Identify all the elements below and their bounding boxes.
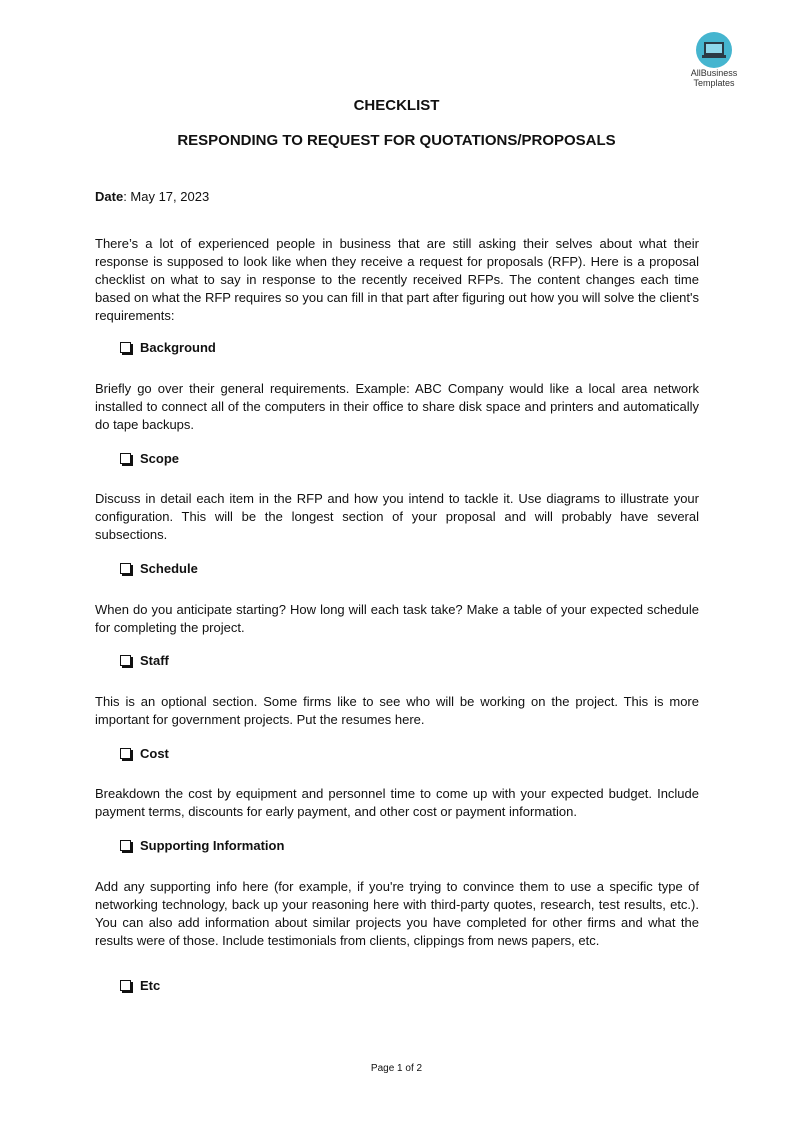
checklist-item-supporting-information[interactable]	[120, 838, 284, 853]
logo-text: AllBusiness Templates	[690, 68, 738, 88]
checkbox-icon[interactable]	[120, 748, 131, 759]
checkbox-icon[interactable]	[120, 655, 131, 666]
brand-logo	[683, 32, 745, 88]
section-body-scope: Discuss in detail each item in the RFP and how you intend to tackle it. Use diagrams to illustrate your configuration. This will be the longest section of your proposal and will probably have several subsections.	[95, 491, 699, 542]
checklist-item-schedule[interactable]	[120, 561, 198, 576]
checklist-item-etc[interactable]	[120, 978, 160, 993]
checkbox-icon[interactable]	[120, 563, 131, 574]
date-line	[95, 189, 209, 204]
checkbox-icon[interactable]	[120, 980, 131, 991]
checkbox-icon[interactable]	[120, 840, 131, 851]
document-title: CHECKLIST	[353, 97, 440, 114]
section-body-background: Briefly go over their general requirements. Example: ABC Company would like a local area network installed to connect all of the computers in their office to share disk space and printers and automatically do tape backups.	[95, 381, 699, 432]
checklist-heading: Etc	[140, 978, 161, 993]
checklist-heading: Scope	[140, 451, 180, 466]
intro-paragraph: There’s a lot of experienced people in business that are still asking their selves about what their response is supposed to look like when they receive a request for proposals (RFP). Here is a proposal checklist on what to say in response to the recently received RFPs. The content changes each time based on what the RFP requires so you can fill in that part after figuring out how you will solve the client's requirements:	[95, 236, 699, 323]
checklist-item-staff[interactable]	[120, 653, 169, 668]
section-body-cost: Breakdown the cost by equipment and personnel time to come up with your expected budget. Include payment terms, discounts for early payment, and other cost or payment information.	[95, 786, 699, 819]
checklist-heading: Schedule	[140, 561, 198, 576]
section-body-staff: This is an optional section. Some firms like to see who will be working on the project. This is more important for government projects. Put the resumes here.	[95, 694, 699, 727]
date-label: Date	[95, 189, 124, 204]
checklist-item-scope[interactable]	[120, 451, 179, 466]
section-body-schedule: When do you anticipate starting? How long will each task take? Make a table of your expected schedule for completing the project.	[95, 602, 699, 635]
date-value: : May 17, 2023	[123, 189, 210, 204]
checklist-item-cost[interactable]	[120, 746, 169, 761]
checkbox-icon[interactable]	[120, 453, 131, 464]
checklist-heading: Cost	[140, 746, 169, 761]
checklist-heading: Supporting Information	[140, 838, 285, 853]
checklist-item-background[interactable]	[120, 340, 216, 355]
document-subtitle: RESPONDING TO REQUEST FOR QUOTATIONS/PROPOSALS	[177, 132, 616, 149]
checkbox-icon[interactable]	[120, 342, 131, 353]
laptop-icon	[696, 32, 732, 68]
checklist-heading: Staff	[140, 653, 169, 668]
checklist-heading: Background	[140, 340, 216, 355]
page-number: Page 1 of 2	[370, 1063, 423, 1074]
section-body-supporting-information: Add any supporting info here (for example, if you're trying to convince them to use a specific type of networking technology, back up your reasoning here with third-party quotes, research, test results, etc.). You can also add information about similar projects you have completed for other firms and what the results were of those. Include testimonials from clients, clippings from news papers, etc.	[95, 879, 699, 948]
